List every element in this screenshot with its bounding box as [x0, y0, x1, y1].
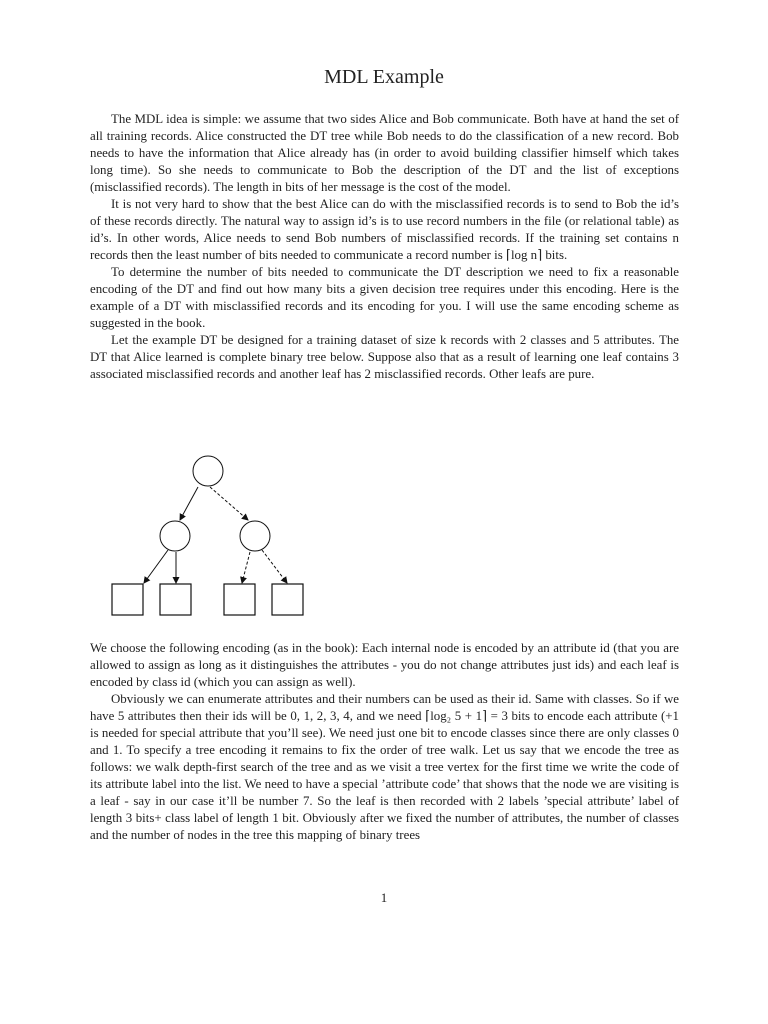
page-number: 1 [380, 891, 388, 905]
paragraph: Obviously we can enumerate attributes and their numbers can be used as their id. Same with classes. So if we have 5 attributes then their ids will be 0, 1, 2, 3, 4, and we need ⌈log₂ 5 + 1⌉ = 3 bits to encode each attribute (+1 is needed for special attribute that you’ll see). We need just one bit to encode classes since there are only classes 0 and 1. To specify a tree encoding it remains to fix the order of tree walk. Let us say that we encode the tree as follows: we walk depth-first search of the tree and as we visit a tree vertex for the first time we write the code of its attribute label into the list. We need to have a special ’attribute code’ that shows that the node we are visiting is a leaf - say in our case it’ll be number 7. So the leaf is then recorded with 2 labels ’special attribute’ label of length 3 bits+ class label of length 1 bit. Obviously after we fixed the number of attributes, the number of classes and the number of nodes in the tree this mapping of binary trees [90, 692, 679, 842]
tree-edge [210, 487, 248, 520]
leaf-node [160, 584, 191, 615]
paragraph: We choose the following encoding (as in the book): Each internal node is encoded by an attribute id (that you are allowed to assign as long as it distinguishes the attributes - you do not change attributes just ids) and each leaf is encoded by class id (which you can assign as well). [90, 641, 679, 689]
decision-tree-figure [100, 448, 320, 624]
paragraph: The MDL idea is simple: we assume that two sides Alice and Bob communicate. Both have at hand the set of all training records. Alice constructed the DT tree while Bob needs to do the classification of a new record. Bob needs to have the information that Alice already has (in order to avoid building classifier himself which takes long time). So she needs to communicate to Bob the description of the DT and the list of exceptions (misclassified records). The length in bits of her message is the cost of the model. [90, 112, 679, 194]
paragraph: It is not very hard to show that the best Alice can do with the misclassified records is to send to Bob the id’s of these records directly. The natural way to assign id’s is to use record numbers in the file (or relational table) as id’s. In other words, Alice needs to send Bob numbers of misclassified records. If the training set contains n records then the least number of bits needed to communicate a record number is ⌈log n⌉ bits. [90, 197, 679, 262]
tree-edge [262, 550, 287, 583]
encoding-section [90, 640, 679, 844]
internal-node [160, 521, 190, 551]
root-node [193, 456, 223, 486]
internal-node [240, 521, 270, 551]
leaf-node [224, 584, 255, 615]
tree-edge [180, 487, 198, 520]
intro-section [90, 111, 679, 383]
leaf-node [272, 584, 303, 615]
paragraph: To determine the number of bits needed to communicate the DT description we need to fix a reasonable encoding of the DT and find out how many bits a given decision tree requires under this encoding. Here is the example of a DT with misclassified records and its encoding for you. I will use the same encoding scheme as suggested in the book. [90, 265, 679, 330]
paragraph: Let the example DT be designed for a training dataset of size k records with 2 classes and 5 attributes. The DT that Alice learned is complete binary tree below. Suppose also that as a result of learning one leaf contains 3 associated misclassified records and another leaf has 2 misclassified records. Other leafs are pure. [90, 333, 679, 381]
tree-edge [144, 550, 168, 583]
leaf-node [112, 584, 143, 615]
page-title: MDL Example [324, 66, 444, 88]
tree-edge [242, 552, 250, 583]
